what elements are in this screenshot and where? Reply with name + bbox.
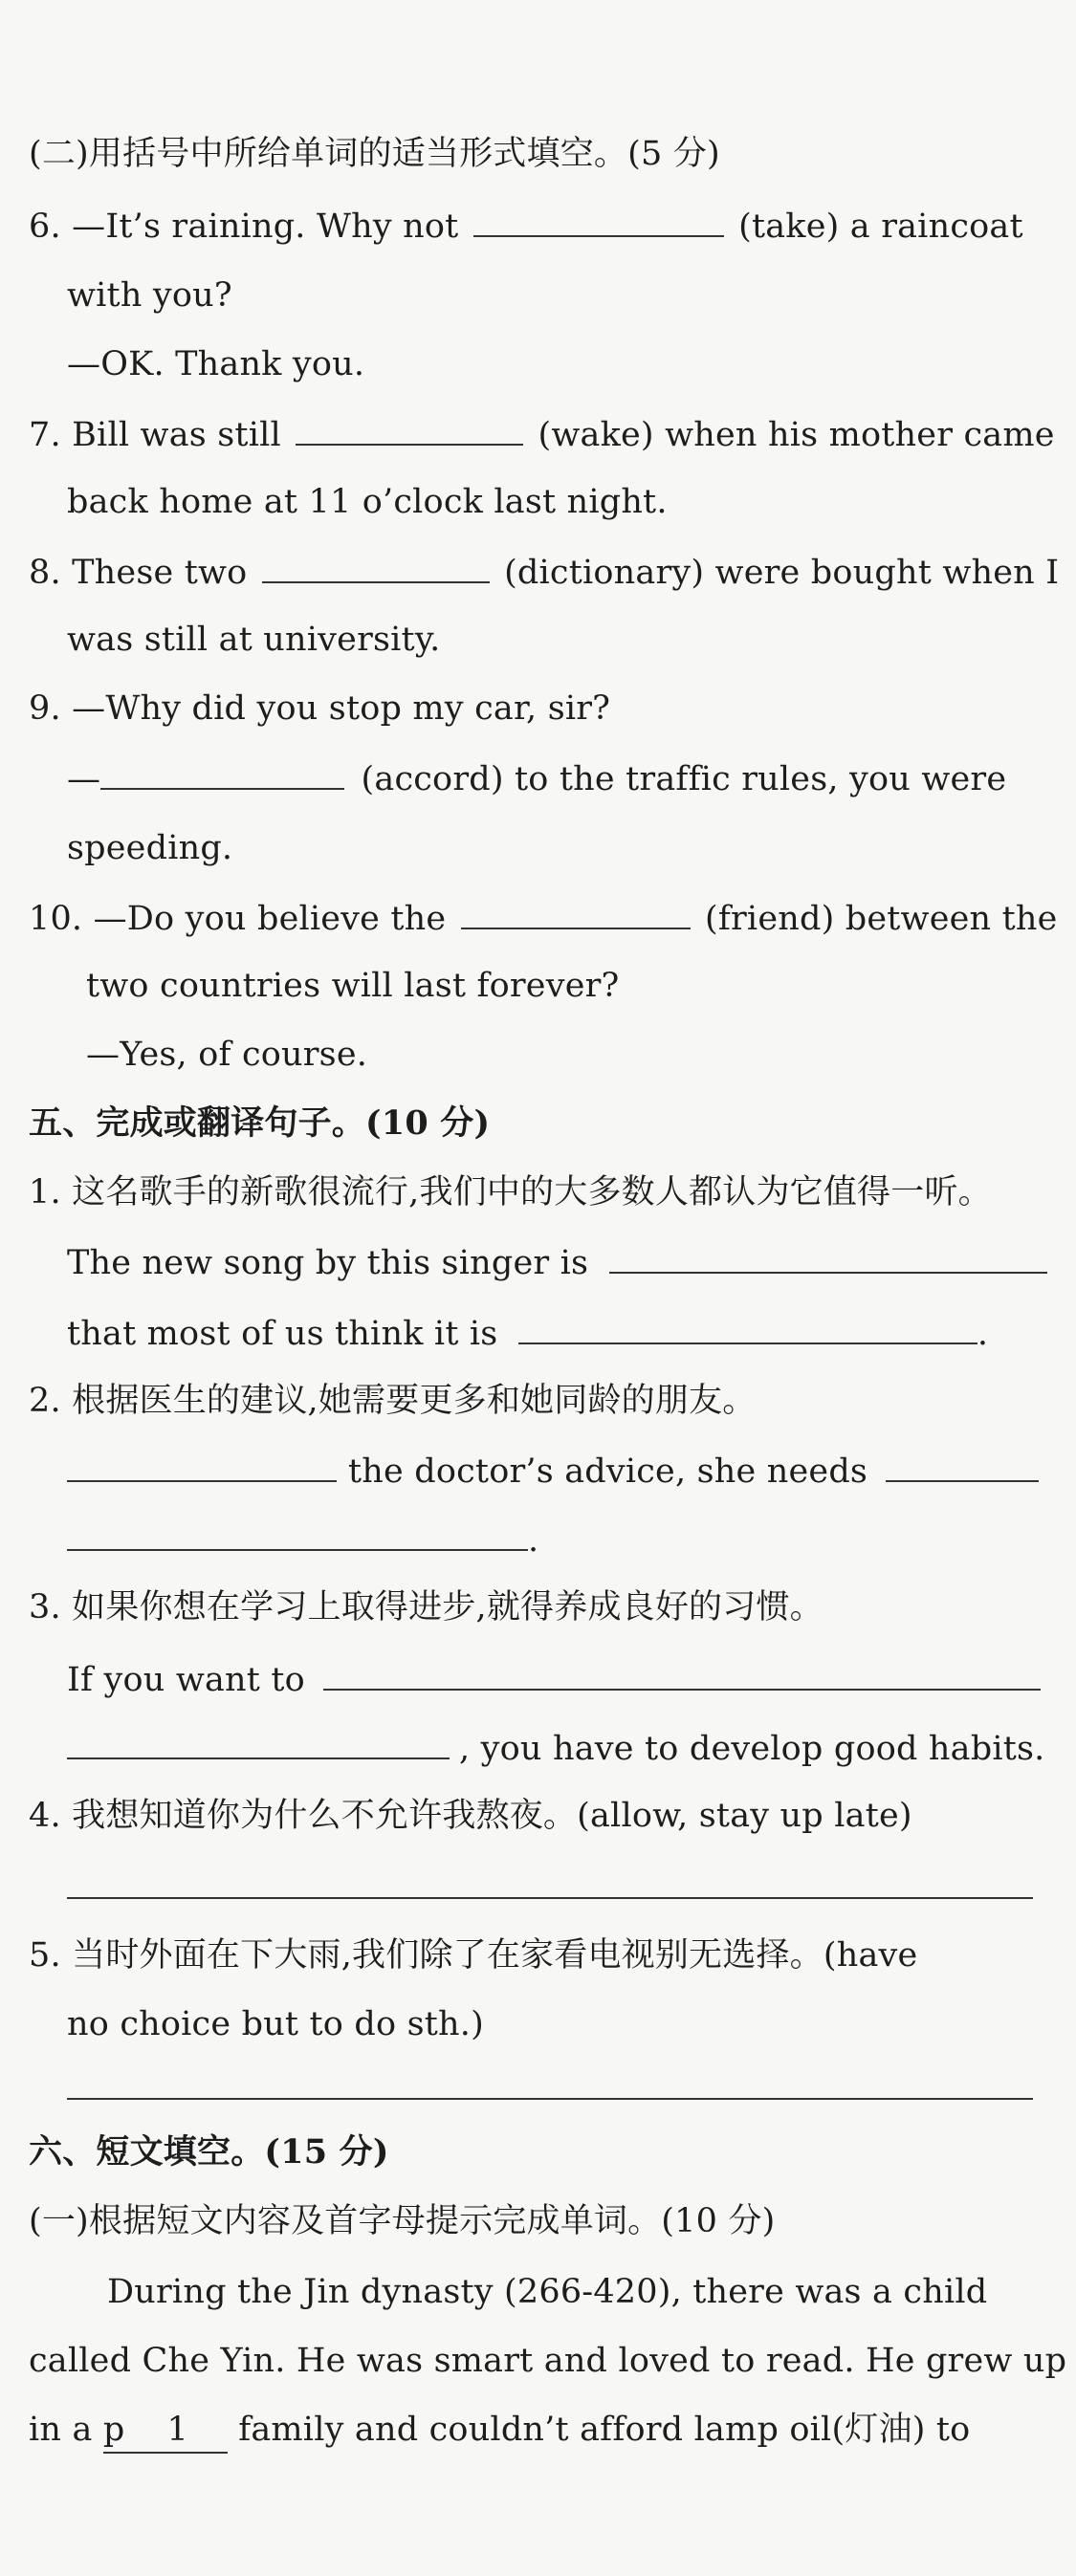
translate-q3-blank-2[interactable] <box>67 1725 450 1759</box>
section-heading-passage-fill: 六、短文填空。(15 分) <box>29 2132 389 2172</box>
translate-q1-english-2: that most of us think it is <box>67 1315 498 1353</box>
translate-q5-chinese-text: 当时外面在下大雨,我们除了在家看电视别无选择。(have <box>72 1936 918 1975</box>
translate-q2-period: . <box>528 1521 539 1560</box>
section-heading-fill-in-word-form: (二)用括号中所给单词的适当形式填空。(5 分) <box>29 135 720 173</box>
question-6-prompt: —It’s raining. Why not <box>72 207 459 246</box>
question-7-line-2: back home at 11 o’clock last night. <box>67 483 668 521</box>
question-8-hint: (dictionary) were bought when I <box>504 554 1060 592</box>
translate-q1-english-1: The new song by this singer is <box>67 1244 589 1282</box>
translate-q2-line-1 <box>67 1448 1039 1494</box>
passage-blank-1[interactable] <box>103 2408 228 2454</box>
question-10-line-2: two countries will last forever? <box>86 967 620 1005</box>
question-8-line-2: was still at university. <box>67 621 441 659</box>
passage-line-3-rest: family and couldn’t afford lamp oil(灯油) to <box>238 2411 971 2449</box>
translate-q4-chinese-text: 我想知道你为什么不允许我熬夜。(allow, stay up late) <box>72 1797 912 1835</box>
question-10-line-1 <box>29 895 1058 941</box>
question-7-prompt: Bill was still <box>72 416 281 454</box>
passage-part1-heading: (一)根据短文内容及首字母提示完成单词。(10 分) <box>29 2202 776 2240</box>
translate-q2-line-2 <box>67 1517 538 1562</box>
translate-q3-chinese-text: 如果你想在学习上取得进步,就得养成良好的习惯。 <box>72 1588 823 1626</box>
translate-q2-chinese-text: 根据医生的建议,她需要更多和她同龄的朋友。 <box>72 1382 757 1420</box>
translate-q1-chinese <box>29 1170 992 1214</box>
question-7-hint: (wake) when his mother came <box>538 416 1055 454</box>
translate-q2-chinese <box>29 1379 756 1423</box>
passage-line-3 <box>29 2408 970 2454</box>
question-6-reply: —OK. Thank you. <box>67 345 365 383</box>
question-9-blank[interactable] <box>100 755 344 790</box>
question-6-number: 6. <box>29 207 61 246</box>
translate-q1-blank-1[interactable] <box>609 1239 1047 1274</box>
translate-q5-line-2: no choice but to do sth.) <box>67 2005 484 2043</box>
section-heading-complete-translate: 五、完成或翻译句子。(10 分) <box>29 1103 491 1143</box>
translate-q5-answer-line[interactable] <box>67 2098 1033 2100</box>
translate-q2-english: the doctor’s advice, she needs <box>348 1452 868 1491</box>
translate-q1-line-2 <box>67 1310 988 1356</box>
translate-q2-blank-2[interactable] <box>886 1448 1039 1482</box>
question-6-line-1 <box>29 203 1023 249</box>
question-8-blank[interactable] <box>262 549 490 583</box>
question-6-line-2: with you? <box>67 276 232 315</box>
passage-blank-1-number: 1 <box>166 2411 188 2449</box>
translate-q5-chinese <box>29 1933 917 1977</box>
question-10-hint: (friend) between the <box>704 900 1058 938</box>
translate-q4-answer-line[interactable] <box>67 1897 1033 1899</box>
question-9-line-3: speeding. <box>67 829 233 867</box>
passage-line-2: called Che Yin. He was smart and loved to read. He grew up <box>29 2342 1067 2380</box>
translate-q3-chinese <box>29 1585 823 1629</box>
translate-q4-number: 4. <box>29 1797 61 1835</box>
translate-q1-line-1 <box>67 1239 1047 1285</box>
translate-q2-blank-1[interactable] <box>67 1448 337 1482</box>
question-10-number: 10. <box>29 900 83 938</box>
translate-q4-chinese <box>29 1794 912 1838</box>
question-6-hint: (take) a raincoat <box>738 207 1023 246</box>
question-9-dash: — <box>67 760 101 798</box>
question-9-hint: (accord) to the traffic rules, you were <box>361 760 1007 798</box>
question-10-reply: —Yes, of course. <box>86 1036 368 1074</box>
question-10-blank[interactable] <box>461 895 691 929</box>
question-7-blank[interactable] <box>296 411 523 446</box>
question-8-number: 8. <box>29 554 61 592</box>
translate-q5-number: 5. <box>29 1936 61 1975</box>
passage-blank-1-letter: p <box>102 2411 125 2449</box>
question-9-number: 9. <box>29 689 61 728</box>
question-9-line-1 <box>29 687 610 731</box>
translate-q1-blank-2[interactable] <box>518 1310 977 1344</box>
question-7-line-1 <box>29 411 1055 457</box>
question-6-blank[interactable] <box>473 203 724 237</box>
translate-q1-period: . <box>977 1315 989 1353</box>
question-10-prompt: —Do you believe the <box>93 900 447 938</box>
translate-q3-number: 3. <box>29 1588 61 1626</box>
translate-q3-line-1 <box>67 1656 1041 1702</box>
translate-q1-number: 1. <box>29 1173 61 1212</box>
translate-q3-english-2: , you have to develop good habits. <box>459 1730 1045 1768</box>
question-8-prompt: These two <box>72 554 248 592</box>
question-7-number: 7. <box>29 416 61 454</box>
translate-q2-number: 2. <box>29 1382 61 1420</box>
passage-line-1: During the Jin dynasty (266-420), there was a child <box>107 2273 988 2311</box>
question-9-question: —Why did you stop my car, sir? <box>72 689 611 728</box>
translate-q3-english-1: If you want to <box>67 1661 305 1699</box>
translate-q3-blank-1[interactable] <box>323 1656 1041 1691</box>
question-8-line-1 <box>29 549 1059 595</box>
translate-q1-chinese-text: 这名歌手的新歌很流行,我们中的大多数人都认为它值得一听。 <box>72 1173 992 1212</box>
translate-q2-blank-3[interactable] <box>67 1517 528 1551</box>
translate-q3-line-2 <box>67 1725 1044 1771</box>
question-9-line-2 <box>67 755 1006 801</box>
passage-line-3-start: in a <box>29 2411 93 2449</box>
